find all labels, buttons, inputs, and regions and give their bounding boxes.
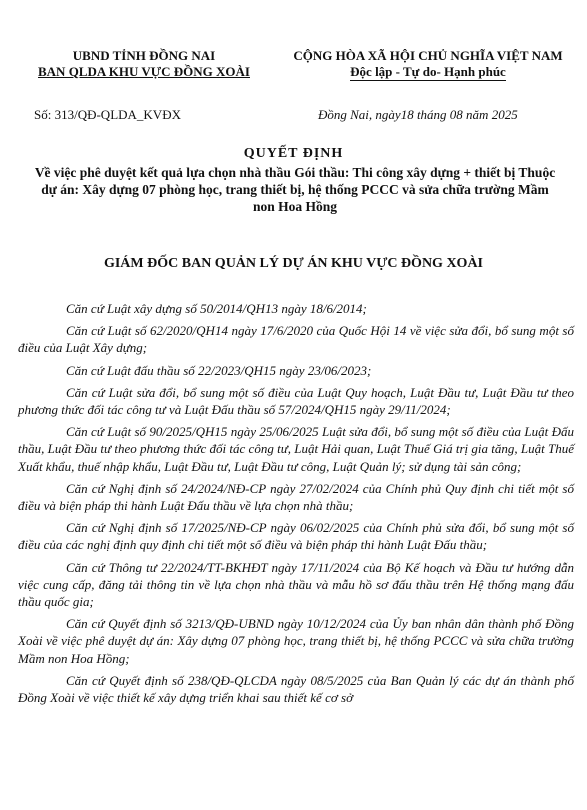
basis-item: Căn cứ Luật số 62/2020/QH14 ngày 17/6/2020 của Quốc Hội 14 về việc sửa đổi, bổ sung một số điều của Luật Xây dựng; <box>18 323 574 356</box>
issuing-authority: GIÁM ĐỐC BAN QUẢN LÝ DỰ ÁN KHU VỰC ĐỒNG XOÀI <box>103 256 484 271</box>
basis-item: Căn cứ Nghị định số 24/2024/NĐ-CP ngày 27/02/2024 của Chính phủ Quy định chi tiết một số điều và biện pháp thi hành Luật Đấu thầu về lựa chọn nhà thầu; <box>18 480 574 514</box>
issuer-block <box>8 48 280 80</box>
document-title: QUYẾT ĐỊNH <box>243 146 344 161</box>
basis-item: Căn cứ Luật xây dựng số 50/2014/QH13 ngày 18/6/2014; <box>66 301 367 316</box>
nation-motto: Độc lập - Tự do- Hạnh phúc <box>350 64 506 79</box>
basis-item: Căn cứ Luật sửa đổi, bổ sung một số điều của Luật Quy hoạch, Luật Đầu tư, Luật Đầu tư theo phương thức đối tác công tư và Luật Đấu thầu số 57/2024/QH15 ngày 29/11/2024; <box>18 384 574 418</box>
basis-item: Căn cứ Thông tư 22/2024/TT-BKHĐT ngày 17/11/2024 của Bộ Kế hoạch và Đầu tư hướng dẫn việc cung cấp, đăng tải thông tin về lựa chọn nhà thầu và mẫu hồ sơ đấu thầu trên Hệ thống mạng đấu thầu quốc gia; <box>18 559 574 610</box>
nation-name: CỘNG HÒA XÃ HỘI CHỦ NGHĨA VIỆT NAM <box>293 48 563 63</box>
basis-item: Căn cứ Nghị định số 17/2025/NĐ-CP ngày 06/02/2025 của Chính phủ sửa đổi, bổ sung một số điều của các nghị định quy định chi tiết một số điều và biện pháp thi hành Luật Đấu thầu; <box>18 520 574 553</box>
document-subject: Về việc phê duyệt kết quả lựa chọn nhà thầu Gói thầu: Thi công xây dựng + thiết bị Thuộc dự án: Xây dựng 07 phòng học, trang thiết bị, hệ thống PCCC và sửa chữa trường Mầm non Hoa Hồng <box>34 165 556 214</box>
agency-name: UBND TỈNH ĐỒNG NAI <box>72 48 216 63</box>
basis-item: Căn cứ Quyết định số 3213/QĐ-UBND ngày 10/12/2024 của Ủy ban nhân dân thành phố Đồng Xoài về việc phê duyệt dự án: Xây dựng 07 phòng học, trang thiết bị, hệ thống PCCC và sửa chữa trường Mầm non Hoa Hồng; <box>18 616 574 666</box>
basis-item: Căn cứ Luật số 90/2025/QH15 ngày 25/06/2025 Luật sửa đổi, bổ sung một số điều của Luật Đấu thầu, Luật Đầu tư theo phương thức đối tác công tư, Luật Hải quan, Luật Thuế Giá trị gia tăng, Luật Thuế Xuất khẩu, thuế nhập khẩu, Luật Đầu tư, Luật Đầu tư công, Luật Quản lý; sử dụng tài sản công; <box>18 424 574 474</box>
document-date: Đồng Nai, ngày18 tháng 08 năm 2025 <box>318 107 518 122</box>
basis-item: Căn cứ Luật đấu thầu số 22/2023/QH15 ngày 23/06/2023; <box>66 362 372 378</box>
nation-block <box>278 48 578 81</box>
legal-basis-list <box>18 300 574 711</box>
document-number: Số: 313/QĐ-QLDA_KVĐX <box>34 107 181 122</box>
basis-item: Căn cứ Quyết định số 238/QĐ-QLCDA ngày 08/5/2025 của Ban Quản lý các dự án thành phố Đồng Xoài về việc thiết kế xây dựng triển khai sau thiết kế cơ sở <box>18 672 574 706</box>
organization-name: BAN QLDA KHU VỰC ĐỒNG XOÀI <box>38 64 250 79</box>
